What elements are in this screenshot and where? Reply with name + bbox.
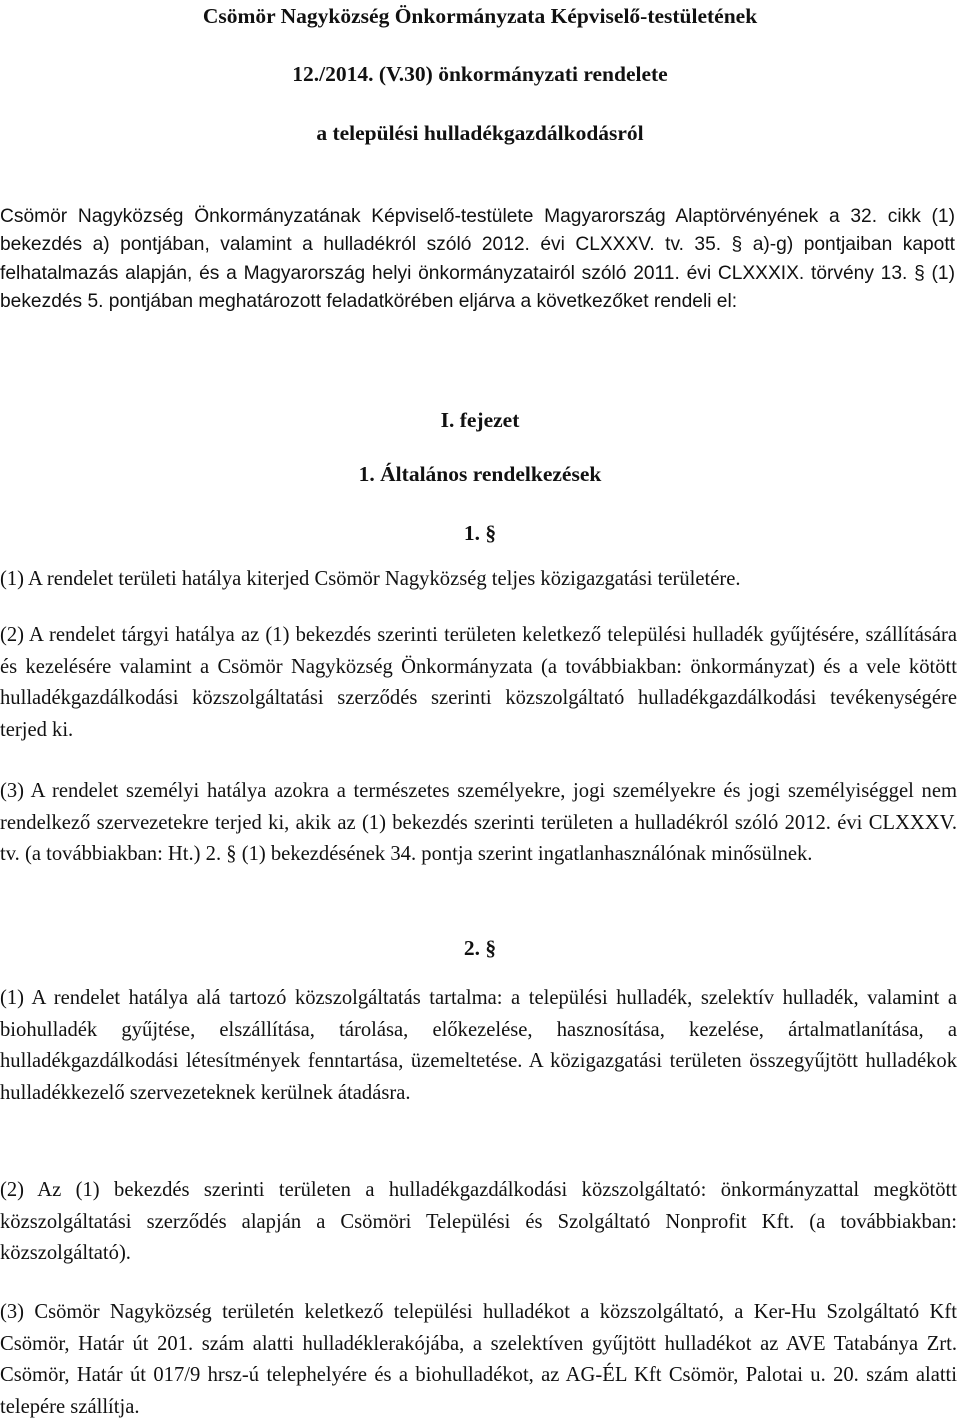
document-title-line-2: 12./2014. (V.30) önkormányzati rendelete [292,62,668,86]
section-number-1: 1. § [463,521,497,545]
section-1-paragraph-2: (2) A rendelet tárgyi hatálya az (1) bekezdés szerinti területen keletkező települési hulladék gyűjtésére, szállítására és kezelésére valamint a Csömör Nagyközség Önkormányzata (a továbbiakban: önkormányzat) és a vele kötött hulladékgazdálkodási közszolgáltatási szerződés szerinti közszolgáltató hulladékgazdálkodási tevékenységére terjed ki. [0,624,957,741]
chapter-label: I. fejezet [440,408,520,432]
section-number-2: 2. § [463,936,497,960]
section-title: 1. Általános rendelkezések [358,462,602,486]
preamble-paragraph: Csömör Nagyközség Önkormányzatának Képviselő-testülete Magyarország Alaptörvényének a 32. cikk (1) bekezdés a) pontjában, valamint a hulladékról szóló 2012. évi CLXXXV. tv. 35. § a)-g) pontjaiban kapott felhatalmazás alapján, és a Magyarország helyi önkormányzatairól szóló 2011. évi CLXXXIX. törvény 13. § (1) bekezdés 5. pontjában meghatározott feladatkörében eljárva a következőket rendeli el: [0,206,955,312]
document-title-line-3: a települési hulladékgazdálkodásról [316,121,644,145]
section-2-paragraph-2: (2) Az (1) bekezdés szerinti területen a hulladékgazdálkodási közszolgáltató: önkormányzattal megkötött közszolgáltatási szerződés alapján a Csömöri Települési és Szolgáltató Nonprofit Kft. (a továbbiakban: közszolgáltató). [0,1179,957,1264]
section-2-paragraph-1: (1) A rendelet hatálya alá tartozó közszolgáltatás tartalma: a települési hulladék, szelektív hulladék, valamint a biohulladék gyűjtése, elszállítása, tárolása, előkezelése, hasznosítása, kezelése, ártalmatlanítása, a hulladékgazdálkodási létesítmények fenntartása, üzemeltetése. A közigazgatási területen összegyűjtött hulladékok hulladékkezelő szervezeteknek kerülnek átadásra. [0,987,957,1104]
section-2-paragraph-3: (3) Csömör Nagyközség területén keletkező települési hulladékot a közszolgáltató, a Ker-Hu Szolgáltató Kft Csömör, Határ út 201. szám alatti hulladéklerakójába, a szelektíven gyűjtött hulladékot az AVE Tatabánya Zrt. Csömör, Határ út 017/9 hrsz-ú telephelyére és a biohulladékot, az AG-ÉL Kft Csömör, Palotai u. 20. szám alatti telepére szállítja. [0,1301,957,1418]
section-1-paragraph-1: (1) A rendelet területi hatálya kiterjed Csömör Nagyközség teljes közigazgatási területére. [0,568,741,590]
section-1-paragraph-3: (3) A rendelet személyi hatálya azokra a természetes személyekre, jogi személyekre és jogi személyiséggel nem rendelkező szervezetekre terjed ki, akik az (1) bekezdés szerinti területen a hulladékról szóló 2012. évi CLXXXV. tv. (a továbbiakban: Ht.) 2. § (1) bekezdésének 34. pontja szerint ingatlanhasználónak minősülnek. [0,780,957,865]
document-title-line-1: Csömör Nagyközség Önkormányzata Képviselő-testületének [202,4,758,28]
